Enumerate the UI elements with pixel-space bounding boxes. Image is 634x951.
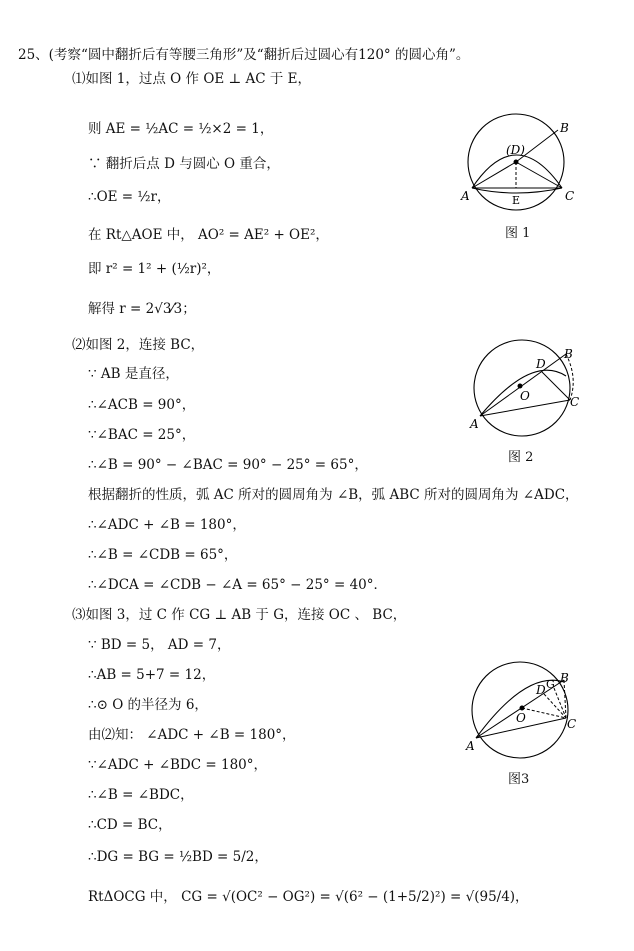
part1-line-7: 解得 r = 2√3⁄3； xyxy=(88,301,196,317)
fig2-label-a: A xyxy=(470,417,479,431)
part3-line-9: ∴DG = BG = ½BD = 5/2， xyxy=(88,849,268,865)
part1-line-6: 即 r² = 1² + (½r)²， xyxy=(88,261,221,277)
fig1-label-d: (D) xyxy=(506,143,525,157)
part3-line-5: 由⑵知： ∠ADC + ∠B = 180°， xyxy=(88,727,296,743)
fig3-label-b: B xyxy=(560,671,569,685)
figure-2 xyxy=(462,334,592,444)
figure-1-caption: 图 1 xyxy=(505,226,531,241)
part3-line-2: ∵ BD = 5， AD = 7， xyxy=(88,637,231,653)
fig1-label-b: B xyxy=(560,121,569,135)
part1-line-5: 在 Rt△AOE 中， AO² = AE² + OE²， xyxy=(88,227,329,243)
fig1-label-e: E xyxy=(512,194,521,207)
fig2-label-c: C xyxy=(570,395,580,409)
problem-header: 25、(考察“圆中翻折后有等腰三角形”及“翻折后过圆心有120° 的圆心角”。 xyxy=(18,47,470,63)
part2-line-8: ∴∠B = ∠CDB = 65°， xyxy=(88,547,238,563)
part3-line-8: ∴CD = BC， xyxy=(88,817,172,833)
figure-2-caption: 图 2 xyxy=(508,450,534,465)
part1-line-2: 则 AE = ½AC = ½×2 = 1， xyxy=(88,121,274,137)
part3-line-6: ∵∠ADC + ∠BDC = 180°， xyxy=(88,757,267,773)
part2-line-3: ∴∠ACB = 90°， xyxy=(88,397,196,413)
fig3-label-o: O xyxy=(516,711,526,725)
fig3-label-a: A xyxy=(466,739,475,753)
figure-1 xyxy=(458,112,588,222)
part2-line-9: ∴∠DCA = ∠CDB − ∠A = 65° − 25° = 40°． xyxy=(88,577,388,593)
part3-line-1: ⑶如图 3，过 C 作 CG ⊥ AB 于 G，连接 OC 、 BC， xyxy=(72,607,407,623)
part2-line-2: ∵ AB 是直径， xyxy=(88,366,179,382)
part1-line-4: ∴OE = ½r， xyxy=(88,189,171,205)
part3-line-3: ∴AB = 5+7 = 12， xyxy=(88,667,216,683)
part2-line-5: ∴∠B = 90° − ∠BAC = 90° − 25° = 65°， xyxy=(88,457,368,473)
fig2-label-b: B xyxy=(564,347,573,361)
part3-line-4: ∴⊙ O 的半径为 6， xyxy=(88,697,208,713)
part2-line-1: ⑵如图 2，连接 BC， xyxy=(72,337,205,353)
part2-line-6: 根据翻折的性质，弧 AC 所对的圆周角为 ∠B，弧 ABC 所对的圆周角为 ∠ADC， xyxy=(88,487,579,503)
fig2-label-d: D xyxy=(536,357,546,371)
part3-line-10: RtΔOCG 中， CG = √(OC² − OG²) = √(6² − (1+5/2)²) = √(95/4)， xyxy=(88,889,529,905)
part2-line-4: ∵∠BAC = 25°， xyxy=(88,427,196,443)
fig1-label-c: C xyxy=(565,189,575,203)
fig3-label-c: C xyxy=(567,717,577,731)
part1-line-1: ⑴如图 1，过点 O 作 OE ⊥ AC 于 E， xyxy=(72,71,312,87)
fig3-label-d: D xyxy=(536,683,546,697)
figure-3 xyxy=(460,658,590,768)
part1-line-3: ∵ 翻折后点 D 与圆心 O 重合， xyxy=(88,156,280,172)
part2-line-7: ∴∠ADC + ∠B = 180°， xyxy=(88,517,246,533)
part3-line-7: ∴∠B = ∠BDC， xyxy=(88,787,194,803)
fig2-label-o: O xyxy=(520,389,530,403)
figure-3-caption: 图3 xyxy=(508,772,530,787)
fig3-label-g: G xyxy=(546,678,555,691)
fig1-label-a: A xyxy=(461,189,470,203)
